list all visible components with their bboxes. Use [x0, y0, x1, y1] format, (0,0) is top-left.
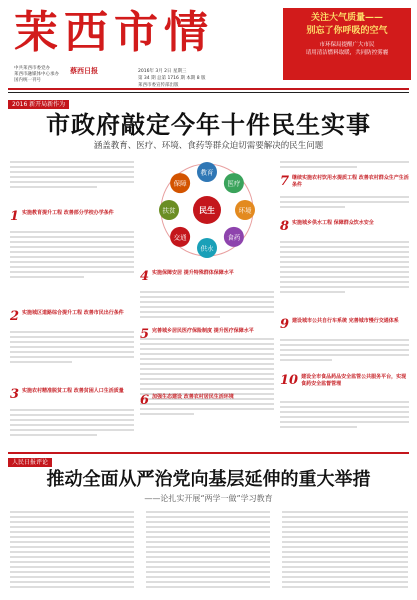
body-text-block: [280, 398, 409, 446]
item-7: [280, 175, 409, 189]
newspaper-logo: 茉西市情: [14, 7, 214, 58]
diagram-node-label: 食药: [227, 233, 241, 242]
item-number: 2: [10, 309, 20, 324]
item-title: 实施教育提升工程 改善部分学校办学条件: [22, 210, 114, 216]
body-text-block: [10, 328, 134, 380]
diagram-node-label: 交通: [173, 233, 187, 242]
item-6: [140, 394, 274, 407]
diagram-node-label: 教育: [200, 168, 214, 177]
publisher-line: 国内统一刊号: [14, 78, 41, 83]
item-title: 实施城区道路综合提升工程 改善市民出行条件: [22, 310, 124, 316]
item-number: 4: [140, 269, 150, 284]
item-title: 实施保障安居 提升特殊群体保障水平: [152, 270, 234, 276]
diagram-node-label: 保障: [173, 179, 187, 188]
promo-title: 关注大气质量——: [310, 13, 383, 23]
item-title: 实施农村精准脱贫工程 改善贫困人口生活质量: [22, 388, 124, 394]
section-divider: [8, 452, 409, 454]
item-8: [280, 220, 409, 233]
body-text-block: [280, 158, 409, 172]
body-text-block: [140, 288, 274, 328]
commentary-section-label: 人民日报评论: [8, 458, 52, 467]
item-2: [10, 310, 134, 323]
masthead-divider-thin: [8, 92, 409, 93]
item-3: [10, 388, 134, 401]
item-number: 6: [140, 393, 150, 408]
item-title: 继续实施农村饮用水提质工程 改善农村群众生产生活条件: [292, 175, 409, 188]
brand-name: 蔡西日报: [70, 66, 98, 75]
commentary-headline: 推动全面从严治党向基层延伸的重大举措: [46, 469, 371, 490]
promo-subtitle: 别忘了你呼吸的空气: [306, 26, 388, 36]
lead-subhead: 涵盖教育、医疗、环境、食药等群众迫切需要解决的民生问题: [93, 141, 324, 151]
item-number: 8: [280, 219, 290, 234]
item-5: [140, 328, 274, 341]
item-number: 10: [280, 373, 299, 388]
item-number: 7: [280, 174, 290, 189]
item-1: [10, 210, 134, 223]
diagram-node-label: 供水: [200, 244, 214, 253]
body-text-block: [280, 336, 409, 370]
item-title: 实施城乡供水工程 保障群众饮水安全: [292, 220, 374, 226]
issue-publisher: 莱西市委宣传部出版: [138, 83, 179, 88]
item-title: 建设城市公共自行车系统 完善城市慢行交通体系: [292, 318, 399, 324]
issue-date: 2016年 3月 2日 星期三: [138, 69, 187, 74]
item-4: [140, 270, 274, 283]
promo-text: 请用清洁燃料取暖，共同防控雾霾: [305, 50, 389, 56]
body-text-block: [280, 238, 409, 314]
item-number: 3: [10, 387, 20, 402]
body-text-block: [140, 335, 274, 445]
promo-text: 市环保局提醒广大市民: [319, 42, 375, 48]
item-title: 完善城乡居民医疗保险制度 提升医疗保障水平: [152, 328, 254, 334]
masthead-divider: [8, 88, 409, 90]
body-text-block: [10, 228, 134, 298]
promo-box: [283, 8, 411, 80]
issue-info: [138, 68, 205, 89]
diagram-node-label: 环境: [238, 206, 252, 215]
body-text-block: [280, 193, 409, 215]
diagram-node-label: 扶贫: [162, 206, 176, 215]
publisher-line: 莱西市融媒体中心承办: [14, 72, 59, 77]
lead-kicker: 2016 新开局新作为: [8, 100, 69, 109]
body-text-block: [146, 508, 270, 596]
publisher-line: 中共莱西市委党办: [14, 66, 50, 71]
publisher-info: [14, 66, 59, 84]
item-10: [280, 374, 409, 388]
livelihood-diagram: [140, 158, 274, 262]
diagram-node-label: 医疗: [227, 179, 241, 188]
body-text-block: [10, 406, 134, 448]
item-title: 建设全市食品药品安全监管公共服务平台，实现食药安全监督管理: [301, 374, 407, 387]
item-number: 1: [10, 209, 20, 224]
body-text-block: [10, 508, 134, 596]
body-text-block: [10, 158, 134, 210]
masthead: [0, 0, 417, 88]
issue-number: 第 34 期 总第 1716 期 本期 8 版: [138, 76, 206, 81]
lead-headline: 市政府敲定今年十件民生实事: [46, 110, 371, 139]
item-9: [280, 318, 409, 331]
body-text-block: [282, 508, 408, 596]
commentary-subhead: ——论扎实开展“两学一做”学习教育: [144, 494, 273, 503]
item-title: 加强生态建设 改善农村居民生活环境: [152, 394, 234, 400]
diagram-center-label: 民生: [199, 206, 215, 215]
item-number: 5: [140, 327, 150, 342]
item-number: 9: [280, 317, 290, 332]
